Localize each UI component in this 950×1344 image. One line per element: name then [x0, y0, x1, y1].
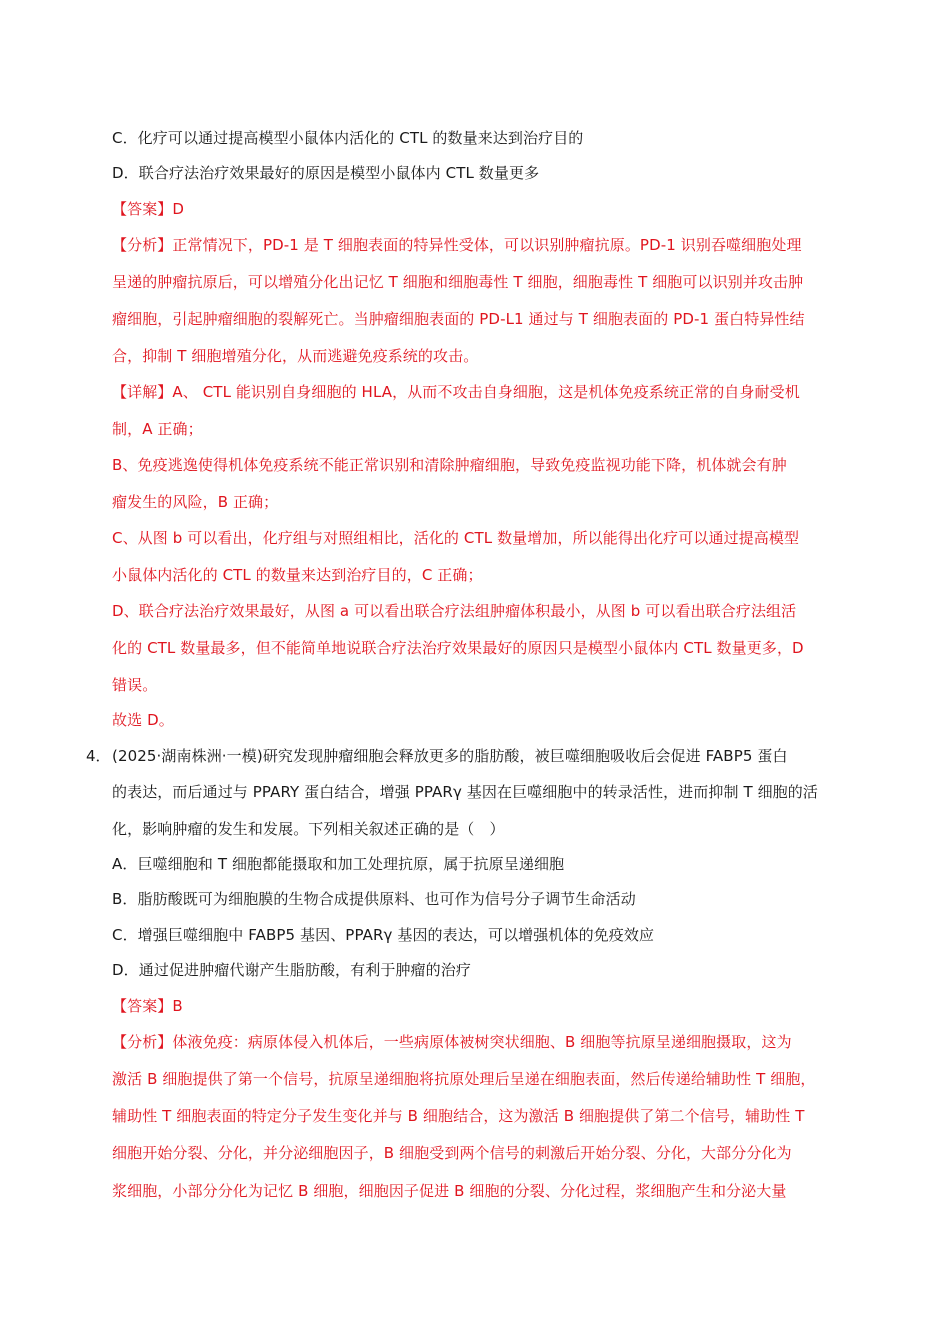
q3-detail-line: C、从图 b 可以看出，化疗组与对照组相比，活化的 CTL 数量增加，所以能得出化疗可以通过提高模型: [112, 529, 800, 547]
q3-detail-line: 错误。: [112, 676, 158, 694]
q4-analysis-line: 【分析】体液免疫：病原体侵入机体后，一些病原体被树突状细胞、B 细胞等抗原呈递细胞摄取，这为: [112, 1033, 792, 1051]
q4-analysis-line: 细胞开始分裂、分化，并分泌细胞因子，B 细胞受到两个信号的刺激后开始分裂、分化，大部分分化为: [112, 1144, 792, 1162]
q3-detail-line: 化的 CTL 数量最多，但不能简单地说联合疗法治疗效果最好的原因只是模型小鼠体内 CTL 数量更多，D: [112, 639, 804, 657]
q4-stem-line: 的表达，而后通过与 PPARY 蛋白结合，增强 PPARγ 基因在巨噬细胞中的转录活性，进而抑制 T 细胞的活: [112, 783, 818, 801]
q4-stem-line: (2025·湖南株洲·一模)研究发现肿瘤细胞会释放更多的脂肪酸，被巨噬细胞吸收后会促进 FABP5 蛋白: [112, 747, 788, 765]
q3-conclusion: 故选 D。: [112, 711, 174, 729]
q3-detail-line: 小鼠体内活化的 CTL 的数量来达到治疗目的，C 正确；: [112, 566, 483, 584]
q3-detail-line: 制，A 正确；: [112, 420, 203, 438]
q4-option-c: C．增强巨噬细胞中 FABP5 基因、PPARγ 基因的表达，可以增强机体的免疫效应: [112, 926, 655, 944]
q3-option-d: D．联合疗法治疗效果最好的原因是模型小鼠体内 CTL 数量更多: [112, 164, 540, 182]
q4-number: 4．: [86, 747, 111, 765]
q4-stem-line: 化，影响肿瘤的发生和发展。下列相关叙述正确的是（ ）: [112, 820, 505, 838]
q3-detail-line: D、联合疗法治疗效果最好，从图 a 可以看出联合疗法组肿瘤体积最小，从图 b 可以看出联合疗法组活: [112, 602, 797, 620]
q3-detail-line: B、免疫逃逸使得机体免疫系统不能正常识别和清除肿瘤细胞，导致免疫监视功能下降，机体就会有肿: [112, 456, 787, 474]
q3-analysis-line: 瘤细胞，引起肿瘤细胞的裂解死亡。当肿瘤细胞表面的 PD-L1 通过与 T 细胞表面的 PD-1 蛋白特异性结: [112, 310, 805, 328]
q4-option-b: B．脂肪酸既可为细胞膜的生物合成提供原料、也可作为信号分子调节生命活动: [112, 890, 636, 908]
q4-analysis-line: 激活 B 细胞提供了第一个信号，抗原呈递细胞将抗原处理后呈递在细胞表面，然后传递给辅助性 T 细胞，: [112, 1070, 816, 1088]
q3-option-c: C．化疗可以通过提高模型小鼠体内活化的 CTL 的数量来达到治疗目的: [112, 129, 584, 147]
q4-option-d: D．通过促进肿瘤代谢产生脂肪酸，有利于肿瘤的治疗: [112, 961, 471, 979]
q3-detail-line: 瘤发生的风险，B 正确；: [112, 493, 279, 511]
q4-answer: 【答案】B: [112, 997, 183, 1015]
q4-analysis-line: 浆细胞，小部分分化为记忆 B 细胞，细胞因子促进 B 细胞的分裂、分化过程，浆细胞产生和分泌大量: [112, 1182, 787, 1200]
q3-analysis-line: 合，抑制 T 细胞增殖分化，从而逃避免疫系统的攻击。: [112, 347, 479, 365]
q3-answer: 【答案】D: [112, 200, 185, 218]
q3-analysis-line: 【分析】正常情况下，PD-1 是 T 细胞表面的特异性受体，可以识别肿瘤抗原。PD-1 识别吞噬细胞处理: [112, 236, 802, 254]
q3-detail-line: 【详解】A、 CTL 能识别自身细胞的 HLA，从而不攻击自身细胞，这是机体免疫系统正常的自身耐受机: [112, 383, 800, 401]
q4-option-a: A．巨噬细胞和 T 细胞都能摄取和加工处理抗原，属于抗原呈递细胞: [112, 855, 565, 873]
q4-analysis-line: 辅助性 T 细胞表面的特定分子发生变化并与 B 细胞结合，这为激活 B 细胞提供了第二个信号，辅助性 T: [112, 1107, 805, 1125]
q3-analysis-line: 呈递的肿瘤抗原后，可以增殖分化出记忆 T 细胞和细胞毒性 T 细胞，细胞毒性 T 细胞可以识别并攻击肿: [112, 273, 804, 291]
